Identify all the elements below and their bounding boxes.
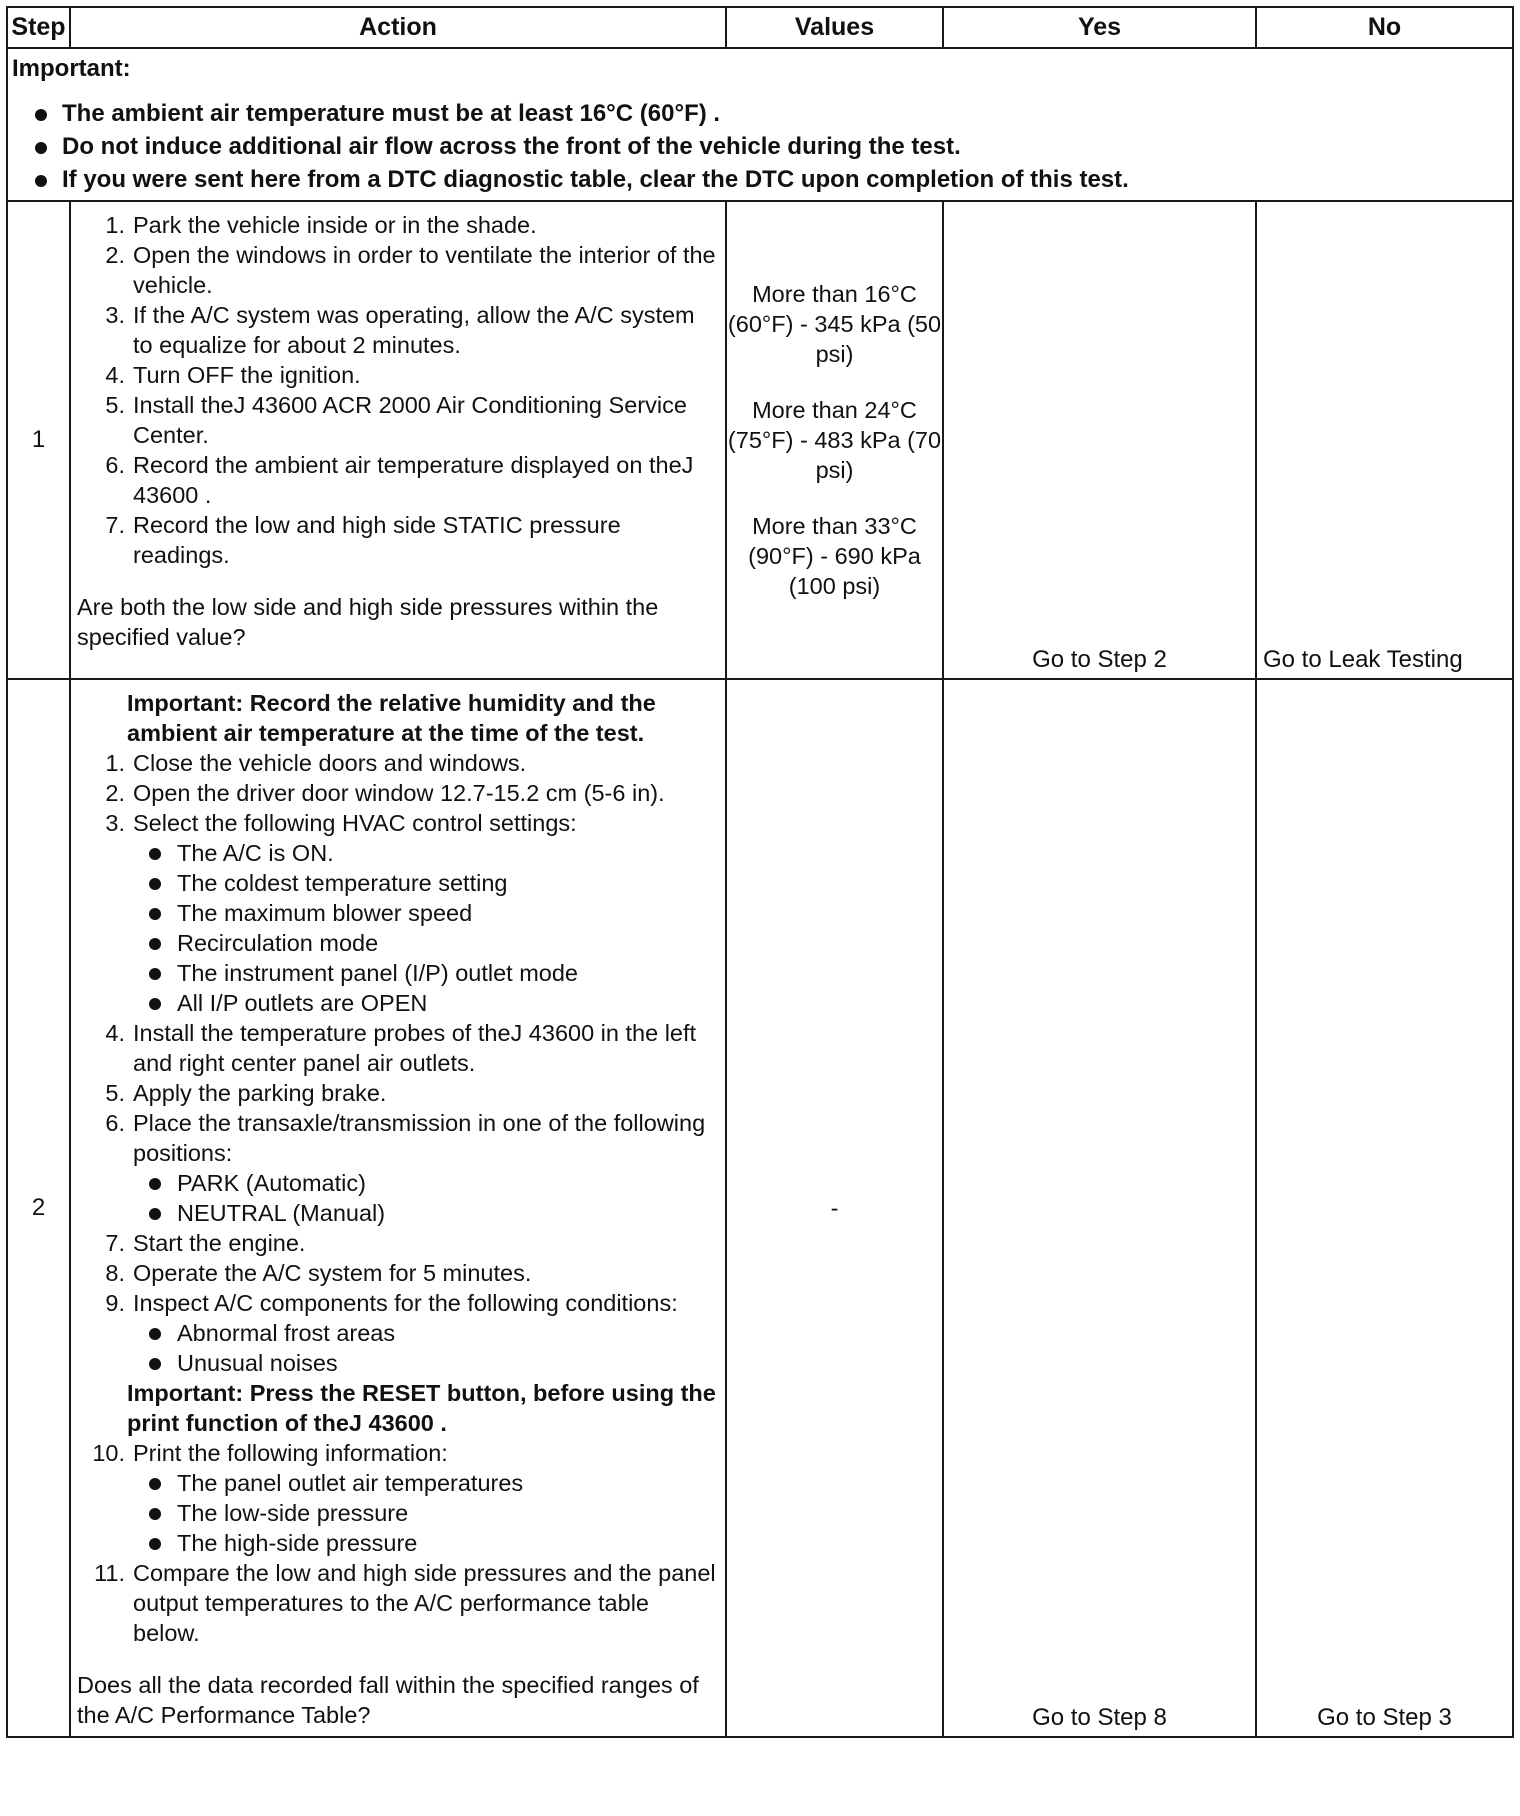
step-number: 2 bbox=[7, 679, 70, 1737]
action-item: 6. Record the ambient air temperature displayed on theJ 43600 . bbox=[105, 452, 694, 508]
values-cell bbox=[726, 201, 943, 679]
sub-bullet: PARK (Automatic) bbox=[77, 1168, 717, 1198]
action-item: 7. Start the engine. bbox=[105, 1230, 306, 1256]
action-item: 3. Select the following HVAC control settings: bbox=[105, 810, 577, 836]
important-cell bbox=[7, 48, 1513, 201]
action-item: 2. Open the windows in order to ventilate the interior of the vehicle. bbox=[105, 242, 716, 298]
action-item: 9. Inspect A/C components for the following conditions: bbox=[105, 1290, 678, 1316]
sub-bullet: The panel outlet air temperatures bbox=[77, 1468, 717, 1498]
important-bullet: Do not induce additional air flow across the front of the vehicle during the test. bbox=[12, 130, 1508, 163]
sub-bullet: NEUTRAL (Manual) bbox=[77, 1198, 717, 1228]
header-values: Values bbox=[726, 7, 943, 48]
sub-bullet: The low-side pressure bbox=[77, 1498, 717, 1528]
table-row-step-1 bbox=[7, 201, 1513, 679]
action-item: 3. If the A/C system was operating, allow the A/C system to equalize for about 2 minutes. bbox=[105, 302, 695, 358]
sub-bullet: The maximum blower speed bbox=[77, 898, 717, 928]
action-item: 7. Record the low and high side STATIC pressure readings. bbox=[105, 512, 621, 568]
action-item: 11. Compare the low and high side pressures and the panel output temperatures to the A/C performance table below. bbox=[94, 1560, 716, 1646]
table-row-step-2 bbox=[7, 679, 1513, 1737]
value-spec: More than 33°C (90°F) - 690 kPa (100 psi) bbox=[748, 513, 921, 599]
action-item: 4. Turn OFF the ignition. bbox=[105, 362, 361, 388]
action-item: 1. Park the vehicle inside or in the shade. bbox=[105, 212, 537, 238]
header-action: Action bbox=[70, 7, 726, 48]
action-cell bbox=[70, 679, 726, 1737]
action-item: 6. Place the transaxle/transmission in one of the following positions: bbox=[105, 1110, 706, 1166]
important-note: Important: Record the relative humidity and the ambient air temperature at the time of the test. bbox=[127, 690, 656, 746]
action-item: 8. Operate the A/C system for 5 minutes. bbox=[105, 1260, 532, 1286]
important-bullet: The ambient air temperature must be at least 16°C (60°F) . bbox=[12, 97, 1508, 130]
no-cell: Go to Leak Testing bbox=[1256, 201, 1513, 679]
step-question: Does all the data recorded fall within the specified ranges of the A/C Performance Table? bbox=[77, 1672, 699, 1728]
sub-bullet: Abnormal frost areas bbox=[77, 1318, 717, 1348]
values-cell: - bbox=[726, 679, 943, 1737]
action-item: 5. Install theJ 43600 ACR 2000 Air Conditioning Service Center. bbox=[105, 392, 687, 448]
action-cell bbox=[70, 201, 726, 679]
yes-cell: Go to Step 8 bbox=[943, 679, 1256, 1737]
sub-bullet: The high-side pressure bbox=[77, 1528, 717, 1558]
important-list bbox=[12, 97, 1508, 196]
action-item: 4. Install the temperature probes of theJ 43600 in the left and right center panel air outlets. bbox=[105, 1020, 697, 1076]
action-item: 5. Apply the parking brake. bbox=[105, 1080, 387, 1106]
important-note: Important: Press the RESET button, before using the print function of theJ 43600 . bbox=[127, 1380, 716, 1436]
header-no: No bbox=[1256, 7, 1513, 48]
action-item: 1. Close the vehicle doors and windows. bbox=[105, 750, 527, 776]
important-bullet: If you were sent here from a DTC diagnostic table, clear the DTC upon completion of this test. bbox=[12, 163, 1508, 196]
header-row bbox=[7, 7, 1513, 48]
step-question: Are both the low side and high side pressures within the specified value? bbox=[77, 594, 659, 650]
action-list bbox=[77, 210, 717, 570]
value-spec: More than 24°C (75°F) - 483 kPa (70 psi) bbox=[727, 397, 942, 483]
sub-bullet: The A/C is ON. bbox=[77, 838, 717, 868]
value-spec: More than 16°C (60°F) - 345 kPa (50 psi) bbox=[727, 281, 942, 367]
yes-cell: Go to Step 2 bbox=[943, 201, 1256, 679]
sub-bullet: Recirculation mode bbox=[77, 928, 717, 958]
important-title: Important: bbox=[12, 55, 131, 82]
no-cell: Go to Step 3 bbox=[1256, 679, 1513, 1737]
sub-bullet: The instrument panel (I/P) outlet mode bbox=[77, 958, 717, 988]
important-row bbox=[7, 48, 1513, 201]
sub-bullet: The coldest temperature setting bbox=[77, 868, 717, 898]
diagnostic-table bbox=[6, 6, 1514, 1738]
header-step: Step bbox=[7, 7, 70, 48]
action-item: 10. Print the following information: bbox=[92, 1440, 448, 1466]
action-item: 2. Open the driver door window 12.7-15.2 cm (5-6 in). bbox=[105, 780, 665, 806]
sub-bullet: All I/P outlets are OPEN bbox=[77, 988, 717, 1018]
header-yes: Yes bbox=[943, 7, 1256, 48]
sub-bullet: Unusual noises bbox=[77, 1348, 717, 1378]
step-number: 1 bbox=[7, 201, 70, 679]
